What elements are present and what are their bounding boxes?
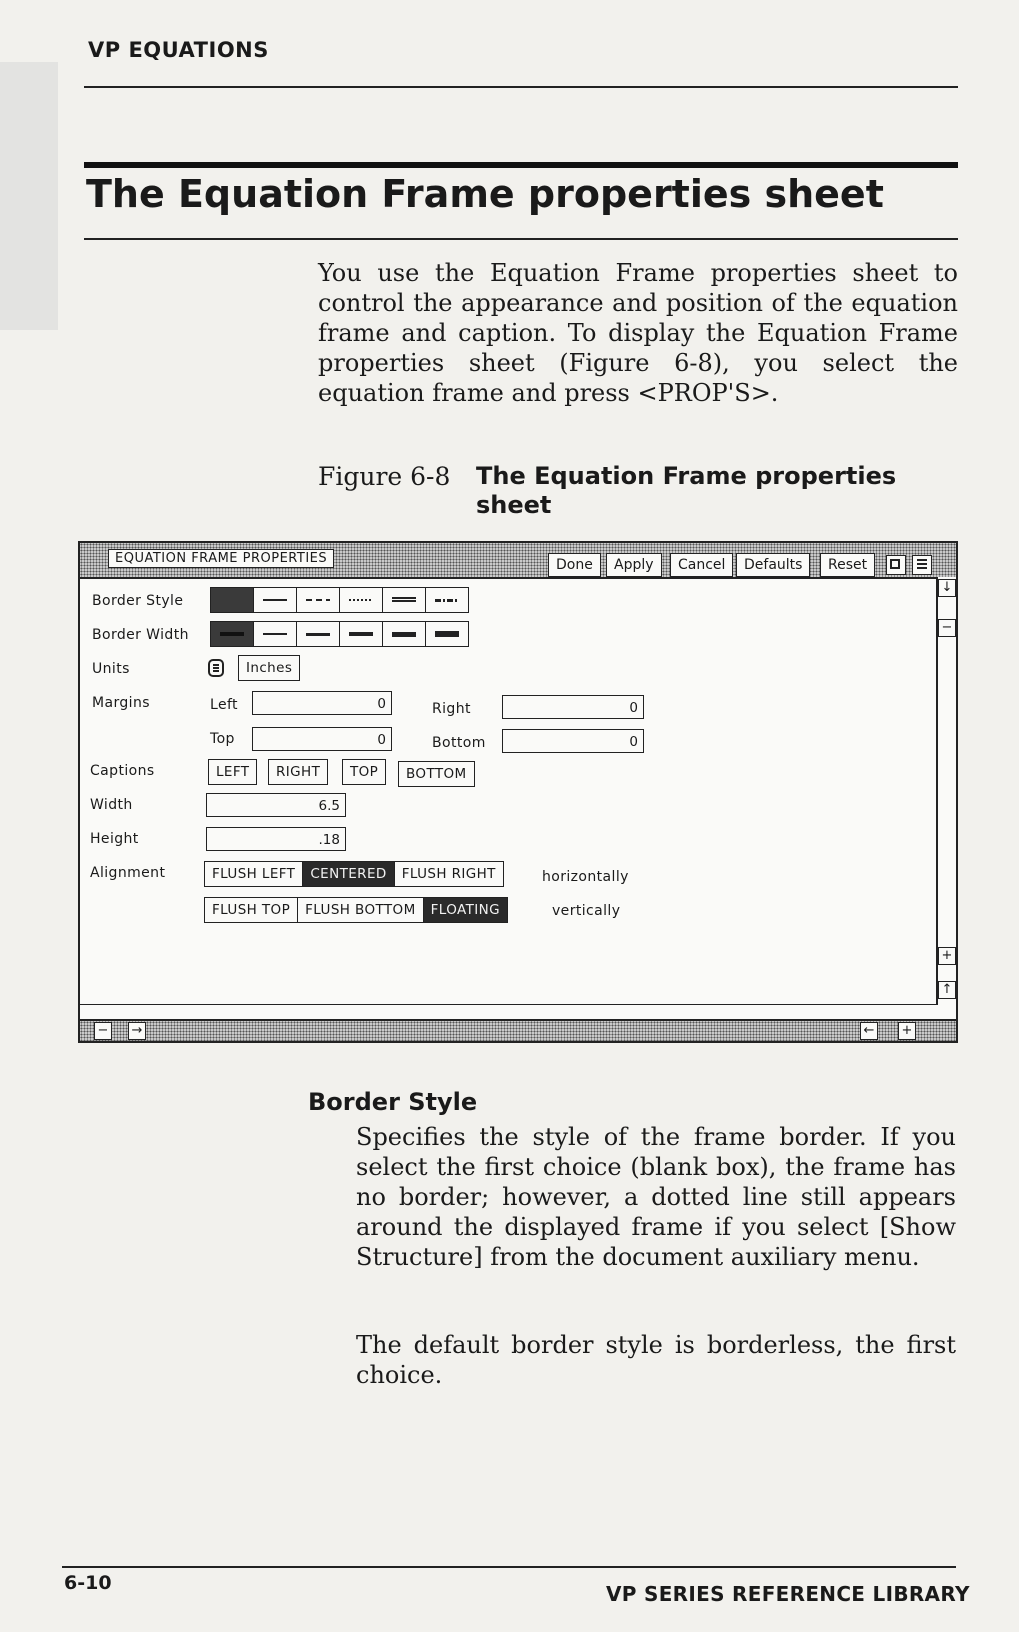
hscroll-plus-icon[interactable]: +	[898, 1022, 916, 1040]
figure-title: The Equation Frame properties sheet	[476, 462, 897, 519]
hscroll-minus-icon[interactable]: −	[94, 1022, 112, 1040]
defaults-button[interactable]: Defaults	[736, 553, 810, 577]
caption-left-button[interactable]: LEFT	[208, 759, 257, 785]
header-rule	[84, 86, 958, 88]
border-style-paragraph: Specifies the style of the frame border. If you select the first choice (blank box), the frame has no border; however, a dotted line still appears around the displayed frame if you select [Show Structure] from the document auxiliary menu.	[356, 1123, 956, 1271]
page-number: 6-10	[64, 1572, 112, 1594]
intro-paragraph: You use the Equation Frame properties sheet to control the appearance and position of the equation frame and caption. To display the Equation Frame properties sheet (Figure 6-8), you select the equation frame and press <PROP'S>.	[318, 259, 958, 407]
height-label: Height	[90, 831, 139, 847]
scroll-plus-icon[interactable]: +	[938, 947, 956, 965]
floating-option[interactable]: FLOATING	[424, 898, 507, 922]
units-value[interactable]: Inches	[238, 655, 300, 681]
caption-top-button[interactable]: TOP	[342, 759, 386, 785]
border-width-6[interactable]	[426, 622, 468, 646]
flush-bottom-option[interactable]: FLUSH BOTTOM	[298, 898, 424, 922]
default-border-paragraph: The default border style is borderless, the first choice.	[356, 1331, 956, 1389]
vertically-label: vertically	[552, 903, 621, 919]
window-shape-icon[interactable]	[886, 555, 906, 575]
margin-top-label: Top	[210, 731, 235, 747]
footer-rule	[62, 1566, 956, 1568]
reset-button[interactable]: Reset	[820, 553, 875, 577]
figure-number: Figure 6-8	[318, 462, 451, 491]
scroll-up-icon[interactable]: ↑	[938, 981, 956, 999]
hscroll-left-icon[interactable]: ←	[860, 1022, 878, 1040]
border-width-3[interactable]	[297, 622, 340, 646]
border-width-label: Border Width	[92, 627, 189, 643]
hscroll-right-icon[interactable]: →	[128, 1022, 146, 1040]
margin-right-field[interactable]: 0	[502, 695, 644, 719]
properties-window	[78, 541, 958, 1043]
border-style-dashed[interactable]	[297, 588, 340, 612]
border-width-1[interactable]	[211, 622, 254, 646]
menu-lines-icon[interactable]	[912, 555, 932, 575]
height-field[interactable]: .18	[206, 827, 346, 851]
width-label: Width	[90, 797, 133, 813]
border-style-blank[interactable]	[211, 588, 254, 612]
scroll-minus-icon[interactable]: −	[938, 619, 956, 637]
flush-left-option[interactable]: FLUSH LEFT	[205, 862, 303, 886]
margin-left-field[interactable]: 0	[252, 691, 392, 715]
title-top-rule	[84, 162, 958, 168]
window-title: EQUATION FRAME PROPERTIES	[108, 549, 334, 568]
border-width-4[interactable]	[340, 622, 383, 646]
flush-top-option[interactable]: FLUSH TOP	[205, 898, 298, 922]
border-style-label: Border Style	[92, 593, 184, 609]
vertical-alignment-choices	[204, 897, 508, 923]
margin-bottom-label: Bottom	[432, 735, 486, 751]
margin-right-label: Right	[432, 701, 471, 717]
alignment-label: Alignment	[90, 865, 166, 881]
done-button[interactable]: Done	[548, 553, 601, 577]
captions-label: Captions	[90, 763, 155, 779]
margin-bottom-field[interactable]: 0	[502, 729, 644, 753]
border-style-dash-dot[interactable]	[426, 588, 468, 612]
border-style-dotted[interactable]	[340, 588, 383, 612]
flush-right-option[interactable]: FLUSH RIGHT	[401, 866, 496, 882]
horizontally-label: horizontally	[542, 869, 629, 885]
caption-right-button[interactable]: RIGHT	[268, 759, 328, 785]
margins-label: Margins	[92, 695, 150, 711]
scroll-down-icon[interactable]: ↓	[938, 579, 956, 597]
border-style-double[interactable]	[383, 588, 426, 612]
border-width-choices	[210, 621, 469, 647]
horizontal-scrollbar[interactable]	[80, 1019, 956, 1041]
running-head: VP EQUATIONS	[88, 38, 269, 62]
page-edge-tab	[0, 62, 58, 330]
units-menu-icon[interactable]	[208, 659, 224, 677]
border-style-choices	[210, 587, 469, 613]
margin-left-label: Left	[210, 697, 238, 713]
horizontal-alignment-choices	[204, 861, 504, 887]
title-bottom-rule	[84, 238, 958, 240]
border-style-heading: Border Style	[308, 1088, 478, 1116]
cancel-button[interactable]: Cancel	[670, 553, 733, 577]
centered-option[interactable]: CENTERED	[303, 862, 394, 886]
width-field[interactable]: 6.5	[206, 793, 346, 817]
vertical-scrollbar[interactable]	[936, 577, 956, 1005]
margin-top-field[interactable]: 0	[252, 727, 392, 751]
border-width-5[interactable]	[383, 622, 426, 646]
border-style-single[interactable]	[254, 588, 297, 612]
window-title-bar[interactable]	[80, 543, 956, 579]
footer-library-title: VP SERIES REFERENCE LIBRARY	[606, 1582, 970, 1606]
units-label: Units	[92, 661, 130, 677]
border-width-2[interactable]	[254, 622, 297, 646]
caption-bottom-button[interactable]: BOTTOM	[398, 761, 475, 787]
section-title: The Equation Frame properties sheet	[86, 172, 884, 216]
apply-button[interactable]: Apply	[606, 553, 662, 577]
